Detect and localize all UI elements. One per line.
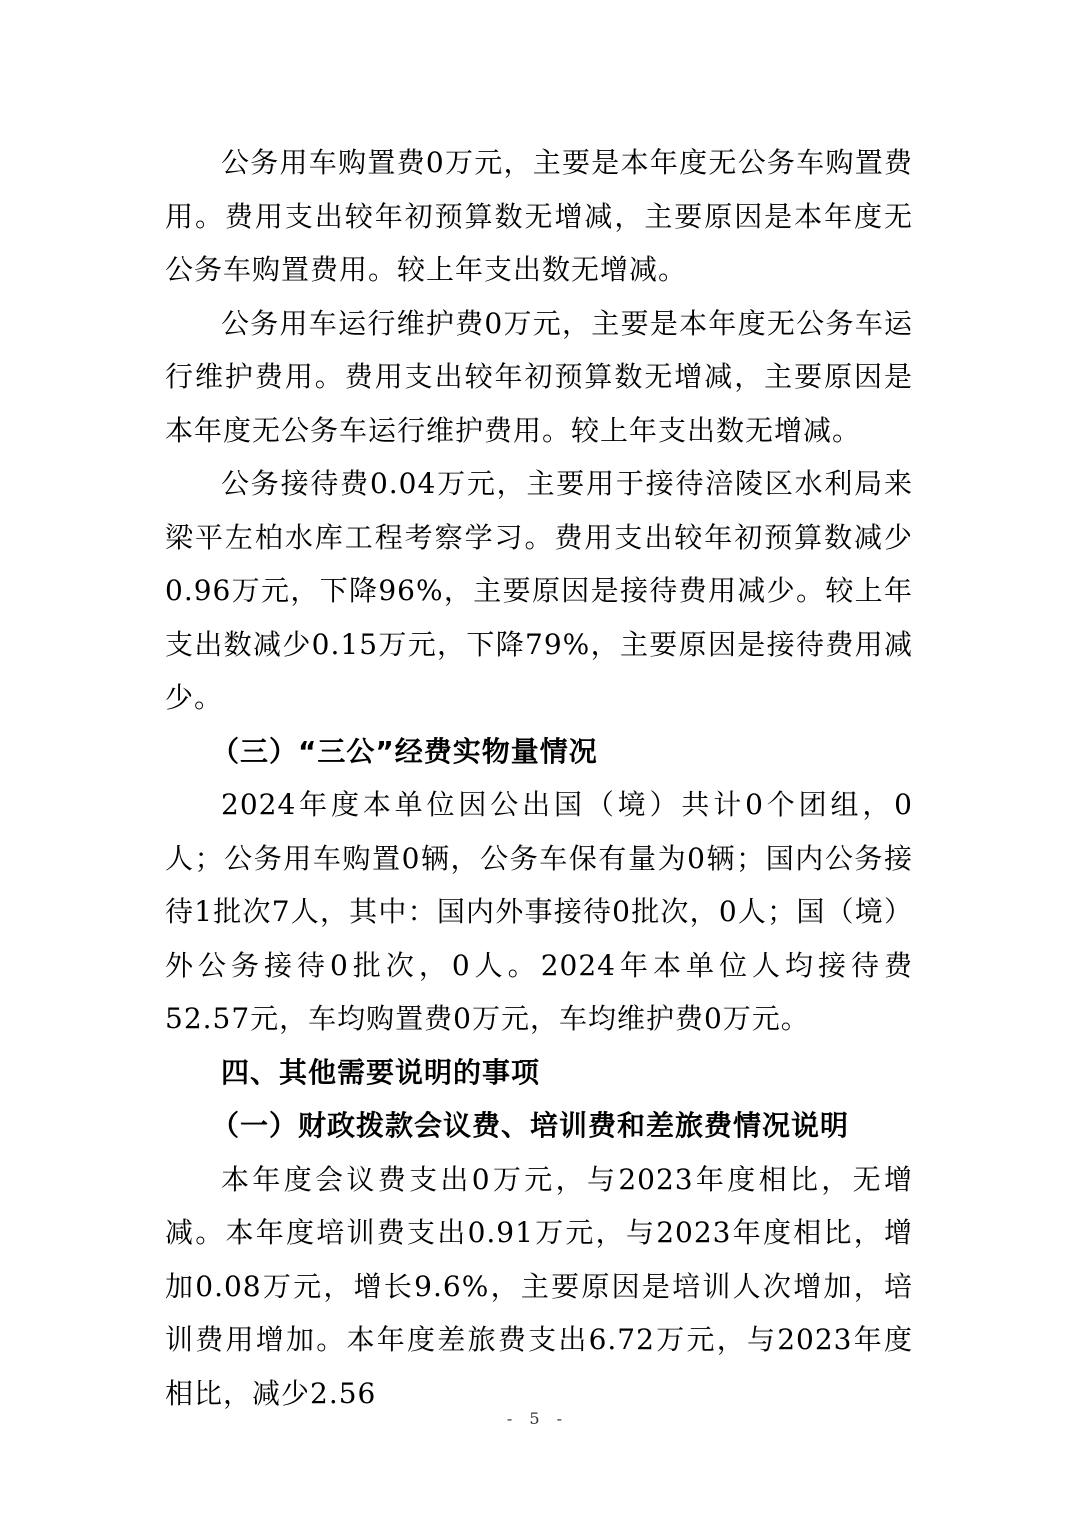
page-number: - 5 -: [506, 1409, 569, 1428]
paragraph-vehicle-purchase: 公务用车购置费0万元，主要是本年度无公务车购置费用。费用支出较年初预算数无增减，主要原因是本年度无公务车购置费用。较上年支出数无增减。: [165, 146, 913, 286]
heading-meeting-training-travel: （一）财政拨款会议费、培训费和差旅费情况说明: [211, 1109, 850, 1142]
paragraph-meeting-training-travel: 本年度会议费支出0万元，与2023年度相比，无增减。本年度培训费支出0.91万元，与2023年度相比，增加0.08万元，增长9.6%，主要原因是培训人次增加，培训费用增加。本年度差旅费支出6.72万元，与2023年度相比，减少2.56: [165, 1162, 913, 1410]
paragraph-physical-quantities: 2024年度本单位因公出国（境）共计0个团组，0人；公务用车购置0辆，公务车保有量为0辆；国内公务接待1批次7人，其中：国内外事接待0批次，0人；国（境）外公务接待0批次，0人。2024年本单位人均接待费52.57元，车均购置费0万元，车均维护费0万元。: [165, 788, 913, 1035]
heading-other-matters: 四、其他需要说明的事项: [221, 1055, 541, 1089]
paragraph-reception-expense: 公务接待费0.04万元，主要用于接待涪陵区水利局来梁平左柏水库工程考察学习。费用支出较年初预算数减少0.96万元，下降96%，主要原因是接待费用减少。较上年支出数减少0.15万元，下降79%，主要原因是接待费用减少。: [165, 467, 913, 714]
heading-three-public-physical: （三）“三公”经费实物量情况: [211, 734, 598, 768]
paragraph-vehicle-maintenance: 公务用车运行维护费0万元，主要是本年度无公务车运行维护费用。费用支出较年初预算数无增减，主要原因是本年度无公务车运行维护费用。较上年支出数无增减。: [165, 306, 913, 447]
document-body: [165, 136, 913, 1420]
